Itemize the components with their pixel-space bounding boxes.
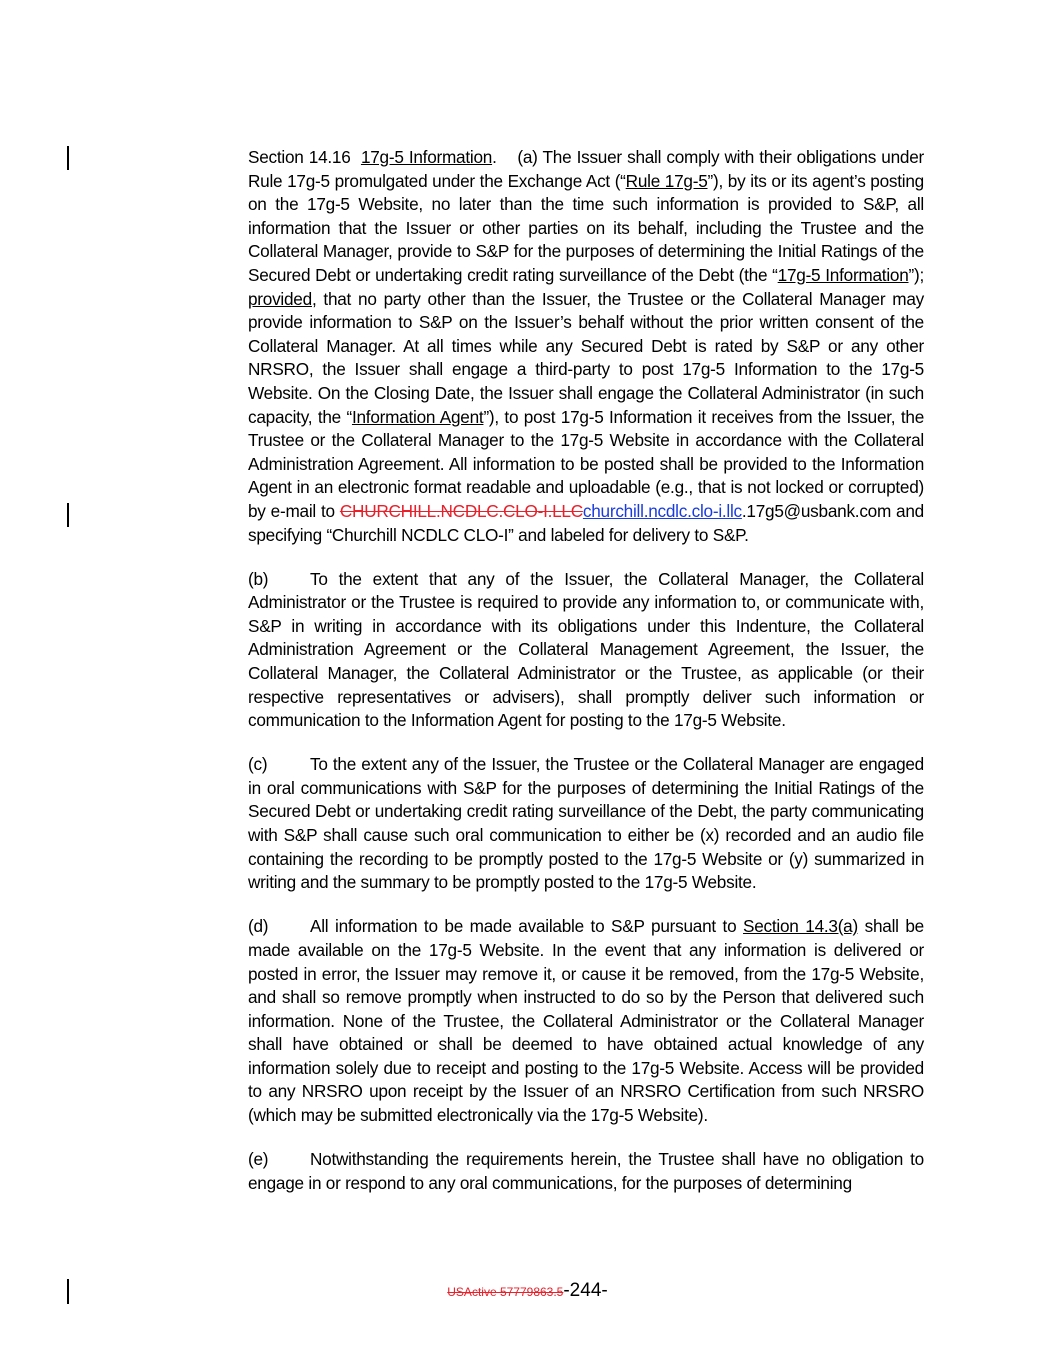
- paragraph-label: (c): [248, 754, 268, 775]
- paragraph-label: (d): [248, 916, 269, 937]
- paragraph-c: (c) To the extent any of the Issuer, the Trustee or the Collateral Manager are engaged in oral communications with S&P for the purposes of determining the Initial Ratings of the Secured Debt or undertaking credit rating surveillance of the Debt, the party communicating with S&P shall cause such oral communication to either be (x) recorded and an audio file containing the recording to be promptly posted to the 17g-5 Website or (y) summarized in writing and the summary to be promptly posted to the 17g-5 Website.: [248, 754, 924, 893]
- cross-reference: Section 14.3(a): [743, 916, 858, 937]
- defined-term: Information Agent: [351, 406, 484, 427]
- paragraph-d: (d) All information to be made available to S&P pursuant to Section 14.3(a) shall be made available on the 17g-5 Website. In the event that any information is delivered or posted in error, the Issuer may remove it, or cause it be removed, from the 17g-5 Website, and shall so remove promptly when instructed to do so by the Person that delivered such information. None of the Trustee, the Collateral Administrator or the Collateral Manager shall have obtained or shall be deemed to have obtained actual knowledge of any information solely due to receipt and posting to the 17g-5 Website. Access will be provided to any NRSRO upon receipt by the Issuer of an NRSRO Certification from such NRSRO (which may be submitted electronically via the 17g-5 Website).: [248, 916, 924, 1126]
- document-body: [124, 146, 924, 1216]
- defined-term: 17g-5 Information: [777, 264, 909, 285]
- section-title: 17g-5 Information: [360, 147, 493, 167]
- paragraph-e: (e) Notwithstanding the requirements herein, the Trustee shall have no obligation to engage in or respond to any oral communications, for the purposes of determining: [248, 1149, 924, 1193]
- paragraph-label: (b): [248, 568, 269, 589]
- change-bar-marker: [67, 146, 69, 170]
- section-number: Section 14.16: [248, 147, 351, 167]
- page-number: -244-: [563, 1280, 608, 1301]
- paragraph-b: (b) To the extent that any of the Issuer, the Collateral Manager, the Collateral Administrator or the Trustee is required to provide any information to, or communicate with, S&P in writing in accordance with its obligations under this Indenture, the Collateral Administration Agreement or the Collateral Management Agreement, the Issuer, the Collateral Manager, the Collateral Administrator or the Trustee, as applicable (or their respective representatives or advisers), shall promptly deliver such information or communication to the Information Agent for posting to the 17g-5 Website.: [248, 568, 924, 731]
- tracked-insertion: churchill.ncdlc.clo-i.llc: [582, 500, 742, 521]
- proviso-term: provided: [248, 288, 312, 309]
- paragraph-label: (e): [248, 1149, 269, 1170]
- change-bar-marker: [67, 503, 69, 527]
- tracked-deletion: CHURCHILL.NCDLC.CLO-I.LLC: [339, 500, 583, 521]
- page-footer: [0, 1280, 1055, 1303]
- deleted-doc-id: USActive 57779863.5: [447, 1285, 564, 1299]
- paragraph-label: (a): [517, 147, 538, 167]
- paragraph-a: Section 14.16 17g-5 Information. (a) The Issuer shall comply with their obligations under Rule 17g-5 promulgated under the Exchange Act (“Rule 17g-5”), by its or its agent’s posting on the 17g-5 Website, no later than the time such information is provided to S&P, all information that the Issuer or other parties on its behalf, including the Trustee and the Collateral Manager, provide to S&P for the purposes of determining the Initial Ratings of the Secured Debt or undertaking credit rating surveillance of the Debt (the “17g-5 Information”); provided, that no party other than the Issuer, the Trustee or the Collateral Manager may provide information to S&P on the Issuer’s behalf without the prior written consent of the Collateral Manager. At all times while any Secured Debt is rated by S&P or any other NRSRO, the Issuer shall engage a third-party to post 17g-5 Information to the 17g-5 Website. On the Closing Date, the Issuer shall engage the Collateral Administrator (in such capacity, the “Information Agent”), to post 17g-5 Information it receives from the Issuer, the Trustee or the Collateral Manager to the 17g-5 Website in accordance with the Collateral Administration Agreement. All information to be posted shall be provided to the Information Agent in an electronic format readable and uploadable (e.g., that is not locked or corrupted) by e-mail to CHURCHILL.NCDLC.CLO-I.LLCchurchill.ncdlc.clo-i.llc.17g5@usbank.com and specifying “Churchill NCDLC CLO-I” and labeled for delivery to S&P.: [248, 147, 924, 545]
- defined-term: Rule 17g-5: [625, 170, 708, 191]
